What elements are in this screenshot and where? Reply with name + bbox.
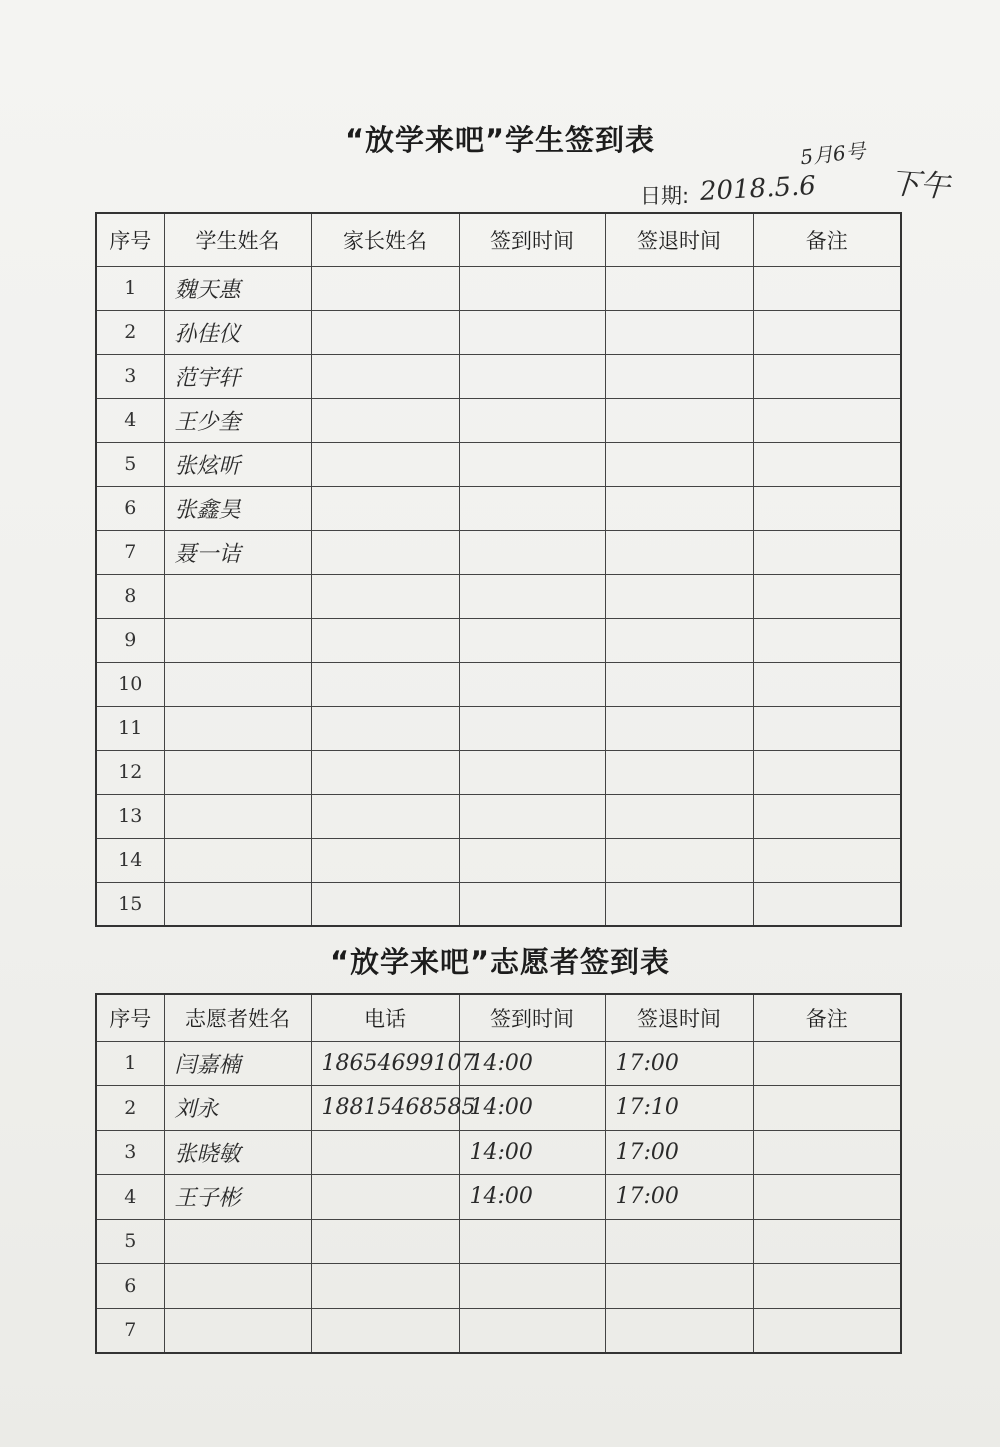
table-row: [96, 1175, 901, 1220]
cell-parent-name: [311, 398, 459, 442]
cell-sign-in-time: [459, 662, 605, 706]
cell-parent-name: [311, 618, 459, 662]
cell-parent-name: [311, 750, 459, 794]
cell-sign-out-time: [605, 706, 753, 750]
cell-remarks: [753, 750, 901, 794]
cell-volunteer-name: 闫嘉楠: [164, 1041, 311, 1086]
cell-remarks: [753, 1086, 901, 1131]
cell-sign-out-time: [605, 838, 753, 882]
cell-volunteer-name: [164, 1308, 311, 1353]
cell-sign-out-time: [605, 398, 753, 442]
cell-student-name: [164, 794, 311, 838]
cell-remarks: [753, 1308, 901, 1353]
cell-student-name: [164, 882, 311, 926]
cell-no: 13: [96, 794, 164, 838]
cell-sign-in-time: [459, 750, 605, 794]
cell-student-name: [164, 618, 311, 662]
cell-phone: [311, 1264, 459, 1309]
cell-sign-in-time: [459, 618, 605, 662]
cell-sign-in-time: [459, 574, 605, 618]
cell-parent-name: [311, 706, 459, 750]
table-row: [96, 838, 901, 882]
cell-student-name: 孙佳仪: [164, 310, 311, 354]
cell-volunteer-name: [164, 1219, 311, 1264]
cell-student-name: 魏天惠: [164, 266, 311, 310]
cell-sign-in-time: 14:00: [459, 1175, 605, 1220]
cell-student-name: [164, 838, 311, 882]
header-parent-name: 家长姓名: [311, 213, 459, 266]
cell-sign-out-time: [605, 618, 753, 662]
header-sign-in-time: 签到时间: [459, 994, 605, 1041]
date-note-side: 下午: [888, 165, 951, 206]
table-row: [96, 750, 901, 794]
date-value: 2018.5.6: [699, 170, 817, 208]
header-no: 序号: [96, 213, 164, 266]
cell-remarks: [753, 1130, 901, 1175]
cell-no: 14: [96, 838, 164, 882]
cell-phone: [311, 1130, 459, 1175]
cell-parent-name: [311, 354, 459, 398]
cell-sign-in-time: [459, 310, 605, 354]
header-volunteer-name: 志愿者姓名: [164, 994, 311, 1041]
cell-no: 1: [96, 1041, 164, 1086]
cell-sign-in-time: [459, 486, 605, 530]
date-label: 日期:: [640, 184, 690, 208]
cell-sign-in-time: [459, 1219, 605, 1264]
cell-sign-in-time: [459, 1264, 605, 1309]
table-row: [96, 882, 901, 926]
cell-sign-out-time: [605, 354, 753, 398]
cell-sign-out-time: [605, 310, 753, 354]
volunteer-header-row: [96, 994, 901, 1041]
cell-parent-name: [311, 794, 459, 838]
cell-phone: 18815468585: [311, 1086, 459, 1131]
cell-parent-name: [311, 882, 459, 926]
cell-no: 3: [96, 1130, 164, 1175]
cell-sign-in-time: [459, 794, 605, 838]
table-row: [96, 442, 901, 486]
cell-no: 10: [96, 662, 164, 706]
cell-sign-out-time: [605, 882, 753, 926]
cell-remarks: [753, 486, 901, 530]
cell-sign-out-time: [605, 794, 753, 838]
cell-remarks: [753, 530, 901, 574]
cell-volunteer-name: 刘永: [164, 1086, 311, 1131]
table-row: [96, 398, 901, 442]
cell-sign-out-time: 17:00: [605, 1130, 753, 1175]
table-row: [96, 706, 901, 750]
table-row: [96, 1086, 901, 1131]
cell-remarks: [753, 398, 901, 442]
cell-sign-out-time: [605, 1308, 753, 1353]
table-row: [96, 574, 901, 618]
cell-remarks: [753, 1175, 901, 1220]
cell-remarks: [753, 442, 901, 486]
volunteer-sign-in-table: [95, 993, 902, 1354]
cell-no: 8: [96, 574, 164, 618]
cell-no: 7: [96, 1308, 164, 1353]
cell-remarks: [753, 1041, 901, 1086]
header-student-name: 学生姓名: [164, 213, 311, 266]
cell-remarks: [753, 706, 901, 750]
cell-remarks: [753, 662, 901, 706]
cell-sign-in-time: 14:00: [459, 1041, 605, 1086]
cell-sign-out-time: [605, 486, 753, 530]
header-remarks: 备注: [753, 994, 901, 1041]
cell-remarks: [753, 310, 901, 354]
cell-phone: 18654699107: [311, 1041, 459, 1086]
cell-sign-in-time: [459, 882, 605, 926]
table-row: [96, 794, 901, 838]
header-phone: 电话: [311, 994, 459, 1041]
cell-student-name: [164, 574, 311, 618]
cell-sign-in-time: [459, 442, 605, 486]
table-row: [96, 530, 901, 574]
table-row: [96, 1130, 901, 1175]
cell-remarks: [753, 1264, 901, 1309]
table-row: [96, 1308, 901, 1353]
cell-sign-out-time: [605, 574, 753, 618]
header-sign-in-time: 签到时间: [459, 213, 605, 266]
cell-phone: [311, 1175, 459, 1220]
date-note-top: 5月6号: [799, 138, 867, 170]
cell-student-name: 张炫昕: [164, 442, 311, 486]
cell-sign-out-time: 17:10: [605, 1086, 753, 1131]
cell-no: 9: [96, 618, 164, 662]
table-row: [96, 310, 901, 354]
cell-sign-in-time: [459, 398, 605, 442]
table-row: [96, 1264, 901, 1309]
cell-phone: [311, 1308, 459, 1353]
cell-parent-name: [311, 486, 459, 530]
cell-sign-in-time: [459, 1308, 605, 1353]
cell-student-name: [164, 750, 311, 794]
cell-remarks: [753, 354, 901, 398]
header-sign-out-time: 签退时间: [605, 994, 753, 1041]
cell-sign-out-time: [605, 662, 753, 706]
cell-no: 4: [96, 1175, 164, 1220]
cell-parent-name: [311, 442, 459, 486]
cell-remarks: [753, 1219, 901, 1264]
cell-remarks: [753, 574, 901, 618]
cell-no: 3: [96, 354, 164, 398]
cell-sign-out-time: 17:00: [605, 1041, 753, 1086]
cell-no: 4: [96, 398, 164, 442]
cell-remarks: [753, 794, 901, 838]
table-row: [96, 266, 901, 310]
cell-student-name: 聂一诘: [164, 530, 311, 574]
cell-sign-out-time: [605, 1264, 753, 1309]
cell-remarks: [753, 266, 901, 310]
cell-remarks: [753, 882, 901, 926]
cell-parent-name: [311, 530, 459, 574]
table-row: [96, 662, 901, 706]
cell-student-name: 张鑫昊: [164, 486, 311, 530]
cell-sign-out-time: [605, 530, 753, 574]
student-table-title: “放学来吧”学生签到表: [344, 123, 656, 157]
cell-no: 15: [96, 882, 164, 926]
cell-phone: [311, 1219, 459, 1264]
cell-sign-in-time: [459, 530, 605, 574]
header-remarks: 备注: [753, 213, 901, 266]
cell-no: 5: [96, 442, 164, 486]
cell-volunteer-name: 王子彬: [164, 1175, 311, 1220]
cell-sign-in-time: [459, 354, 605, 398]
table-row: [96, 354, 901, 398]
cell-parent-name: [311, 662, 459, 706]
table-row: [96, 1219, 901, 1264]
student-sign-in-table: [95, 212, 902, 927]
cell-student-name: 王少奎: [164, 398, 311, 442]
cell-no: 7: [96, 530, 164, 574]
cell-no: 12: [96, 750, 164, 794]
volunteer-table-title: “放学来吧”志愿者签到表: [329, 945, 671, 979]
cell-parent-name: [311, 574, 459, 618]
student-header-row: [96, 213, 901, 266]
cell-parent-name: [311, 266, 459, 310]
cell-sign-out-time: 17:00: [605, 1175, 753, 1220]
cell-sign-in-time: [459, 706, 605, 750]
cell-sign-out-time: [605, 750, 753, 794]
cell-sign-in-time: 14:00: [459, 1130, 605, 1175]
cell-remarks: [753, 838, 901, 882]
cell-parent-name: [311, 310, 459, 354]
cell-student-name: [164, 662, 311, 706]
cell-sign-in-time: 14:00: [459, 1086, 605, 1131]
cell-no: 6: [96, 1264, 164, 1309]
table-row: [96, 1041, 901, 1086]
header-no: 序号: [96, 994, 164, 1041]
cell-sign-out-time: [605, 266, 753, 310]
cell-no: 6: [96, 486, 164, 530]
cell-sign-in-time: [459, 838, 605, 882]
cell-remarks: [753, 618, 901, 662]
cell-no: 11: [96, 706, 164, 750]
header-sign-out-time: 签退时间: [605, 213, 753, 266]
table-row: [96, 486, 901, 530]
cell-no: 5: [96, 1219, 164, 1264]
cell-no: 2: [96, 1086, 164, 1131]
cell-parent-name: [311, 838, 459, 882]
cell-student-name: [164, 706, 311, 750]
cell-sign-out-time: [605, 442, 753, 486]
cell-no: 1: [96, 266, 164, 310]
cell-sign-in-time: [459, 266, 605, 310]
cell-sign-out-time: [605, 1219, 753, 1264]
table-row: [96, 618, 901, 662]
cell-no: 2: [96, 310, 164, 354]
cell-volunteer-name: 张晓敏: [164, 1130, 311, 1175]
cell-volunteer-name: [164, 1264, 311, 1309]
cell-student-name: 范宇轩: [164, 354, 311, 398]
